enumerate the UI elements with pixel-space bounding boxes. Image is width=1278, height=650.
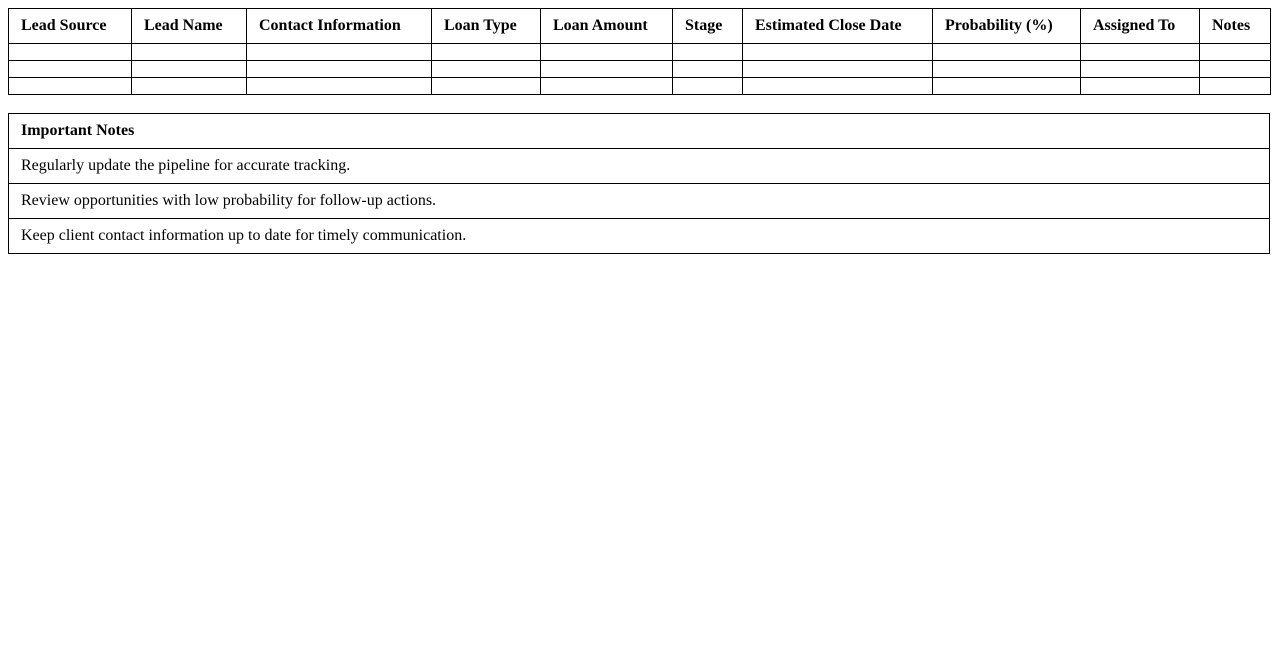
column-header-estimated-close-date: Estimated Close Date [743,9,933,44]
table-cell [541,44,673,61]
list-item [9,219,1270,254]
pipeline-table [8,8,1271,95]
table-cell [432,61,541,78]
table-cell [132,61,247,78]
important-notes-heading: Important Notes [9,114,1270,149]
table-cell [1200,44,1271,61]
table-cell [132,44,247,61]
column-header-assigned-to: Assigned To [1081,9,1200,44]
table-cell [743,44,933,61]
table-cell [9,61,132,78]
table-cell [743,61,933,78]
note-text: Review opportunities with low probability for follow-up actions. [9,184,1270,219]
list-item [9,149,1270,184]
table-cell [132,78,247,95]
table-cell [933,78,1081,95]
table-row [9,78,1271,95]
table-header-row [9,9,1271,44]
table-cell [673,44,743,61]
table-cell [9,78,132,95]
table-cell [933,61,1081,78]
table-cell [673,61,743,78]
note-text: Keep client contact information up to date for timely communication. [9,219,1270,254]
notes-header-row [9,114,1270,149]
table-cell [247,61,432,78]
column-header-notes: Notes [1200,9,1271,44]
table-cell [541,78,673,95]
table-cell [432,44,541,61]
table-cell [1081,44,1200,61]
table-cell [673,78,743,95]
table-cell [933,44,1081,61]
table-cell [9,44,132,61]
column-header-contact-information: Contact Information [247,9,432,44]
table-row [9,44,1271,61]
table-cell [1081,78,1200,95]
important-notes-table [8,113,1270,254]
note-text: Regularly update the pipeline for accurate tracking. [9,149,1270,184]
column-header-probability: Probability (%) [933,9,1081,44]
table-cell [247,44,432,61]
column-header-lead-source: Lead Source [9,9,132,44]
table-cell [1200,61,1271,78]
table-cell [1081,61,1200,78]
column-header-lead-name: Lead Name [132,9,247,44]
column-header-stage: Stage [673,9,743,44]
table-cell [247,78,432,95]
table-cell [432,78,541,95]
table-row [9,61,1271,78]
table-cell [743,78,933,95]
column-header-loan-amount: Loan Amount [541,9,673,44]
table-cell [541,61,673,78]
table-cell [1200,78,1271,95]
column-header-loan-type: Loan Type [432,9,541,44]
list-item [9,184,1270,219]
